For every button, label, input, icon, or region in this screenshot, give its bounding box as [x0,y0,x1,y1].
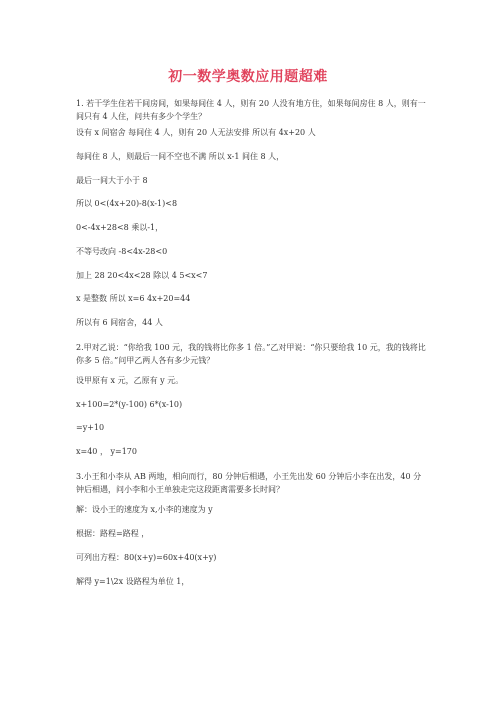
solution-line: 可列出方程：80(x+y)=60x+40(x+y) [76,553,217,562]
solution-line: 每间住 8 人，则最后一间不空也不满 所以 x-1 间住 8 人， [76,152,285,161]
solution-line: 所以 0<(4x+20)-8(x-1)<8 [76,199,178,208]
problem-3-text: 3.小王和小李从 AB 两地，相向而行，80 分钟后相遇，小王先出发 60 分钟后小李在出发，40 分钟后相遇，问小李和小王单独走完这段距离需要多长时间？ [76,472,422,494]
solution-line: 最后一间大于小于 8 [76,176,148,185]
solution-line: 根据：路程=路程 ， [76,529,150,538]
solution-line: 0<-4x+28<8 乘以-1， [76,223,164,232]
solution-line: x=40 ， y=170 [76,447,137,456]
problem-1-text: 1. 若干学生住若干间房间，如果每间住 4 人，则有 20 人没有地方住，如果每间房住 8 人，则有一间只有 4 人住，问共有多少个学生？ [76,99,426,121]
solution-line: 设甲原有 x 元，乙原有 y 元。 [76,376,184,385]
solution-line: x 是整数 所以 x=6 4x+20=44 [76,294,191,303]
solution-line: 不等号改向 -8<4x-28<0 [76,247,168,256]
solution-line: 解得 y=1\2x 设路程为单位 1， [76,577,190,586]
solution-line: 加上 28 20<4x<28 除以 4 5<x<7 [76,271,208,280]
solution-line: =y+10 [76,423,105,432]
solution-line: x+100=2*(y-100) 6*(x-10) [76,400,183,409]
document-title: 初一数学奥数应用题超难 [168,69,328,85]
solution-line: 设有 x 间宿舍 每间住 4 人，则有 20 人无法安排 所以有 4x+20 人 [76,128,316,137]
solution-line: 解：设小王的速度为 x,小李的速度为 y [76,505,213,514]
problem-2-text: 2.甲对乙说：“你给我 100 元，我的钱将比你多 1 倍。”乙对甲说：“你只要给我 10 元，我的钱将比你多 5 倍。”问甲乙两人各有多少元钱？ [76,343,426,365]
solution-line: 所以有 6 间宿舍，44 人 [76,318,163,327]
